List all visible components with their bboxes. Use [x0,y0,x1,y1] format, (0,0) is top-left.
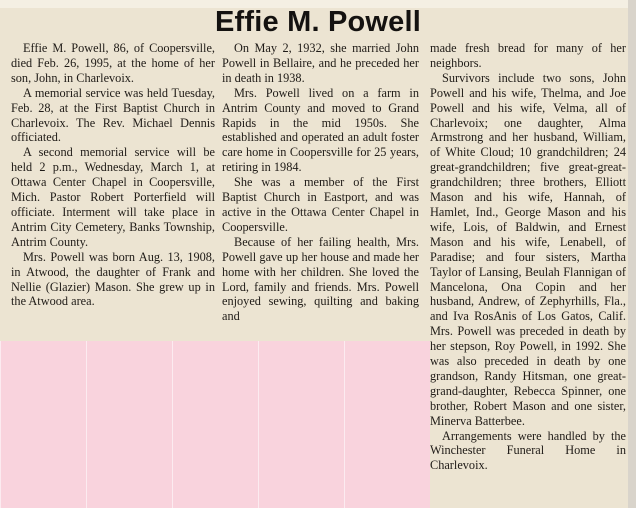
article-column-1 [11,41,215,309]
paragraph: Because of her failing health, Mrs. Powell gave up her house and made her home with her children. She loved the Lord, family and friends. Mrs. Powell enjoyed sewing, quilting and baking and [222,234,419,324]
paragraph: On May 2, 1932, she married John Powell in Bellaire, and he preceded her in death in 1938. [222,41,419,85]
paragraph: Effie M. Powell, 86, of Coopersville, died Feb. 26, 1995, at the home of her son, John, in Charlevoix. [11,41,215,85]
paragraph: Mrs. Powell was born Aug. 13, 1908, in Atwood, the daughter of Frank and Nellie (Glazier) Mason. She grew up in the Atwood area. [11,249,215,309]
backing-paper [0,341,430,508]
scan-right-edge [628,0,636,508]
paragraph: Arrangements were handled by the Winchester Funeral Home in Charlevoix. [430,428,626,473]
article-column-2 [222,41,419,324]
paragraph: She was a member of the First Baptist Church in Eastport, and was active in the Ottawa Center Chapel in Coopersville. [222,175,419,234]
paragraph: Survivors include two sons, John Powell and his wife, Thelma, and Joe Powell and his wife, Velma, all of Charlevoix; one daughter, Alma Armstrong and her husband, William, of White Cloud; 10 grandchildren; 24 great-grandchildren; five great-great-grandchildren; three brothers, Elliott Mason and his wife, Hannah, of Hamlet, Ind., George Mason and his wife, Lois, of Baldwin, and Ernest Mason and his wife, Lenabell, of Paradise; and four sisters, Martha Taylor of Lansing, Beulah Flannigan of Mancelona, Ona Copin and her husband, Andrew, of Zephyrhills, Fla., and Iva RosAnis of Los Gatos, Calif. Mrs. Powell was preceded in death by her stepson, Roy Powell, in 1992. She was also preceded in death by one grandson, Randy Hitsman, one great-grand-daughter, Rebecca Spinner, one brother, Robert Mason and one sister, Minerva Batterbee. [430,70,626,428]
paragraph: A memorial service was held Tuesday, Feb. 28, at the First Baptist Church in Charlevoix. The Rev. Michael Dennis officiated. [11,85,215,145]
paragraph: Mrs. Powell lived on a farm in Antrim County and moved to Grand Rapids in the mid 1950s. She established and operated an adult foster care home in Coopersville for 25 years, retiring in 1984. [222,85,419,175]
paragraph: A second memorial service will be held 2 p.m., Wednesday, March 1, at Ottawa Center Chapel in Coopersville, Mich. Pastor Robert Porterfield will officiate. Interment will take place in Antrim City Cemetery, Banks Township, Antrim County. [11,145,215,249]
obituary-headline: Effie M. Powell [214,6,422,38]
article-column-3 [430,41,626,473]
paragraph-continued: made fresh bread for many of her neighbors. [430,41,626,70]
backing-paper-lines [0,341,430,508]
